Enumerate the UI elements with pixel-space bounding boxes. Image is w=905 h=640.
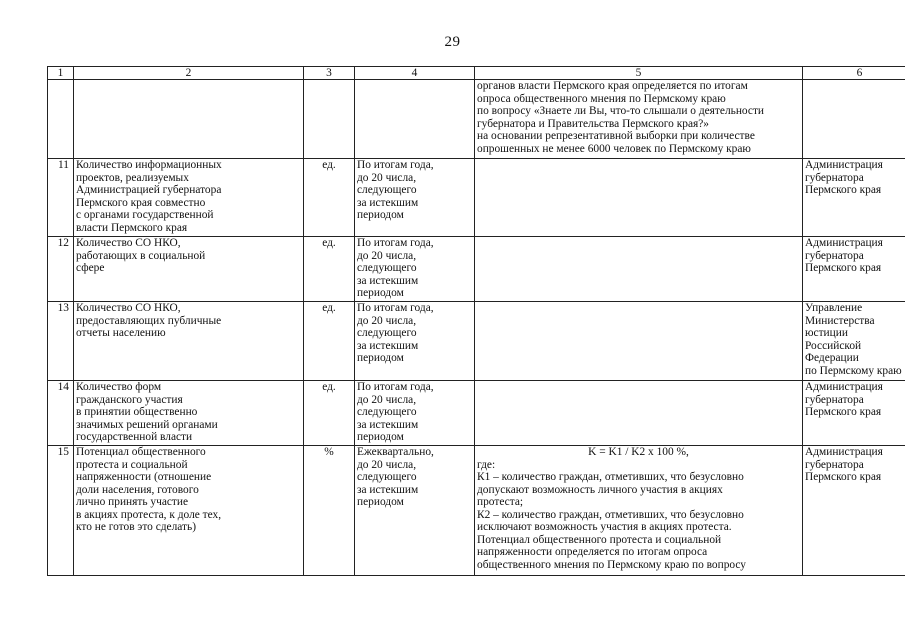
- responsible-line: Администрация: [805, 159, 883, 171]
- responsible-cell: [803, 237, 905, 302]
- deadline-line: периодом: [357, 352, 404, 364]
- indicator-name-line: Количество СО НКО,: [76, 237, 181, 249]
- unit-cell: ед.: [304, 237, 355, 302]
- responsible-line: Пермского края: [805, 184, 882, 196]
- indicator-name-line: отчеты населению: [76, 327, 166, 339]
- responsible-line: губернатора: [805, 249, 864, 262]
- method-cell: [475, 80, 803, 159]
- deadline-line: периодом: [357, 287, 404, 299]
- responsible-line: Пермского края: [805, 471, 882, 483]
- unit-cell: %: [304, 446, 355, 576]
- deadline-line: Ежеквартально,: [357, 446, 434, 458]
- method-cell: [475, 446, 803, 576]
- column-header: 6: [803, 67, 905, 80]
- indicator-name-line: власти Пермского края: [76, 221, 188, 234]
- method-line: губернатора и Правительства Пермского края?»: [477, 117, 709, 130]
- row-number: 15: [48, 446, 74, 576]
- responsible-cell: [803, 80, 905, 159]
- responsible-line: губернатора: [805, 458, 864, 471]
- deadline-line: за истекшим: [357, 196, 419, 209]
- deadline-line: следующего: [357, 406, 417, 418]
- unit-cell: [304, 80, 355, 159]
- column-header: 4: [355, 67, 475, 80]
- table-row: [48, 381, 905, 446]
- column-header: 1: [48, 67, 74, 80]
- method-line: опрошенных не менее 6000 человек по Пермскому краю: [477, 142, 751, 155]
- responsible-line: Пермского края: [805, 262, 882, 274]
- deadline-line: за истекшим: [357, 418, 419, 431]
- indicator-name-line: Администрацией губернатора: [76, 184, 222, 196]
- method-line: по вопросу «Знаете ли Вы, что-то слышали о деятельности: [477, 105, 765, 117]
- deadline-line: периодом: [357, 209, 404, 221]
- indicator-name-line: кто не готов это сделать): [76, 521, 197, 533]
- row-number: 12: [48, 237, 74, 302]
- deadline-line: По итогам года,: [357, 302, 434, 314]
- row-number: 13: [48, 302, 74, 381]
- indicator-name-line: в акциях протеста, к доле тех,: [76, 508, 222, 521]
- indicator-name-cell: [74, 159, 304, 237]
- deadline-line: следующего: [357, 327, 417, 339]
- indicator-name-line: гражданского участия: [76, 393, 183, 406]
- deadline-line: до 20 числа,: [357, 171, 417, 184]
- deadline-cell: [355, 381, 475, 446]
- responsible-cell: [803, 302, 905, 381]
- indicator-name-line: работающих в социальной: [76, 249, 206, 262]
- indicator-name-cell: [74, 80, 304, 159]
- responsible-line: Администрация: [805, 237, 883, 249]
- table-row: [48, 302, 905, 381]
- table-row: [48, 159, 905, 237]
- responsible-line: Администрация: [805, 446, 883, 458]
- table-row: [48, 237, 905, 302]
- formula: K = K1 / K2 x 100 %,: [588, 446, 689, 458]
- deadline-line: за истекшим: [357, 274, 419, 287]
- method-line: где:: [477, 458, 496, 471]
- row-number: 14: [48, 381, 74, 446]
- method-line: общественного мнения по Пермскому краю по вопросу: [477, 558, 746, 571]
- indicator-name-cell: [74, 302, 304, 381]
- method-line: протеста;: [477, 496, 524, 508]
- method-line: напряженности определяется по итогам опроса: [477, 546, 708, 558]
- method-line: на основании репрезентативной выборки при количестве: [477, 130, 755, 142]
- responsible-line: Министерства: [805, 314, 875, 327]
- indicator-name-line: Количество форм: [76, 381, 162, 393]
- indicator-name-line: с органами государственной: [76, 209, 214, 221]
- indicator-name-line: Количество СО НКО,: [76, 302, 181, 314]
- deadline-cell: [355, 446, 475, 576]
- responsible-line: Администрация: [805, 381, 883, 393]
- method-line: органов власти Пермского края определяется по итогам: [477, 80, 748, 92]
- table-row: [48, 80, 905, 159]
- unit-cell: ед.: [304, 159, 355, 237]
- method-line: Потенциал общественного протеста и социальной: [477, 533, 722, 546]
- indicator-name-line: Пермского края совместно: [76, 196, 206, 209]
- deadline-cell: [355, 159, 475, 237]
- deadline-line: По итогам года,: [357, 381, 434, 393]
- deadline-line: до 20 числа,: [357, 249, 417, 262]
- deadline-line: следующего: [357, 262, 417, 274]
- column-header: 3: [304, 67, 355, 80]
- responsible-line: губернатора: [805, 393, 864, 406]
- indicator-name-cell: [74, 446, 304, 576]
- deadline-line: следующего: [357, 471, 417, 483]
- deadline-line: периодом: [357, 431, 404, 443]
- page-number: 29: [444, 34, 461, 50]
- responsible-cell: [803, 446, 905, 576]
- responsible-line: Российской: [805, 339, 862, 352]
- method-cell: [475, 237, 803, 302]
- indicator-name-line: сфере: [76, 262, 105, 274]
- indicator-name-line: напряженности (отношение: [76, 471, 212, 483]
- indicator-name-line: протеста и социальной: [76, 458, 188, 471]
- deadline-line: за истекшим: [357, 339, 419, 352]
- table-header-row: [48, 67, 905, 80]
- method-cell: [475, 302, 803, 381]
- deadline-cell: [355, 80, 475, 159]
- column-header: 2: [74, 67, 304, 80]
- indicator-name-line: проектов, реализуемых: [76, 171, 189, 184]
- unit-cell: ед.: [304, 302, 355, 381]
- responsible-line: Управление: [805, 302, 863, 314]
- method-line: опроса общественного мнения по Пермскому краю: [477, 92, 726, 105]
- indicator-name-line: государственной власти: [76, 431, 193, 443]
- deadline-cell: [355, 302, 475, 381]
- method-line: К1 – количество граждан, отметивших, что безусловно: [477, 471, 744, 483]
- responsible-line: Пермского края: [805, 406, 882, 418]
- method-line: допускают возможность личного участия в акциях: [477, 483, 723, 496]
- method-line: исключают возможность участия в акциях протеста.: [477, 521, 732, 533]
- indicator-name-line: Потенциал общественного: [76, 446, 206, 458]
- indicator-name-line: значимых решений органами: [76, 418, 218, 431]
- responsible-line: губернатора: [805, 171, 864, 184]
- row-number: 11: [48, 159, 74, 237]
- deadline-line: за истекшим: [357, 483, 419, 496]
- responsible-cell: [803, 381, 905, 446]
- indicator-name-cell: [74, 381, 304, 446]
- responsible-line: по Пермскому краю: [805, 364, 902, 377]
- deadline-line: периодом: [357, 496, 404, 508]
- deadline-line: По итогам года,: [357, 237, 434, 249]
- table-row: [48, 446, 905, 576]
- indicator-name-cell: [74, 237, 304, 302]
- deadline-cell: [355, 237, 475, 302]
- deadline-line: до 20 числа,: [357, 393, 417, 406]
- indicator-name-line: в принятии общественно: [76, 406, 198, 418]
- unit-cell: ед.: [304, 381, 355, 446]
- responsible-line: юстиции: [805, 327, 848, 339]
- method-cell: [475, 159, 803, 237]
- indicators-table: [47, 66, 905, 576]
- row-number-cell: [48, 80, 74, 159]
- indicator-name-line: Количество информационных: [76, 159, 222, 171]
- indicator-name-line: доли населения, готового: [76, 483, 199, 496]
- column-header: 5: [475, 67, 803, 80]
- responsible-line: Федерации: [805, 352, 859, 364]
- deadline-line: до 20 числа,: [357, 314, 417, 327]
- method-cell: [475, 381, 803, 446]
- deadline-line: По итогам года,: [357, 159, 434, 171]
- indicator-name-line: предоставляющих публичные: [76, 314, 222, 327]
- indicator-name-line: лично принять участие: [76, 496, 189, 508]
- deadline-line: следующего: [357, 184, 417, 196]
- method-line: К2 – количество граждан, отметивших, что безусловно: [477, 508, 744, 521]
- deadline-line: до 20 числа,: [357, 458, 417, 471]
- responsible-cell: [803, 159, 905, 237]
